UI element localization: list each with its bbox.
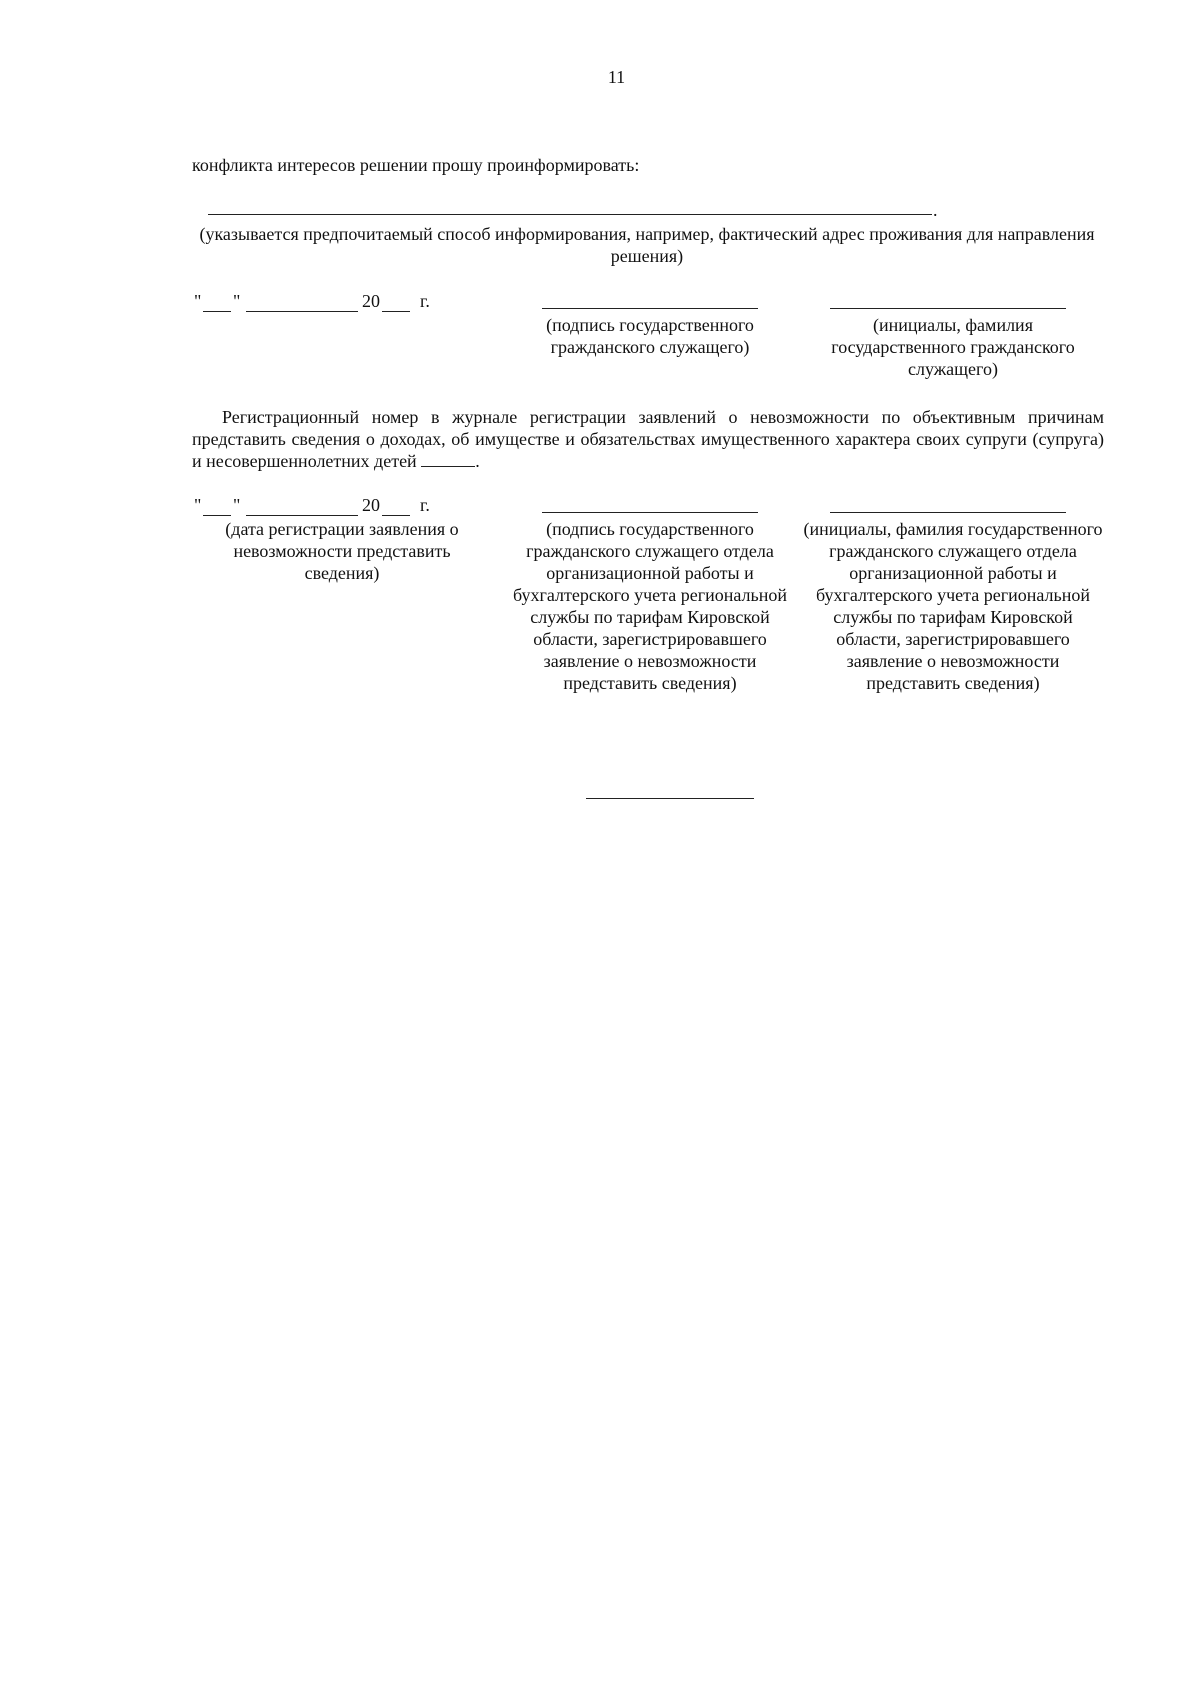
date-1-day-blank	[203, 311, 231, 312]
date-2-day-blank	[203, 515, 231, 516]
name-2-line	[830, 512, 1066, 513]
date-2-quote-close: "	[233, 495, 241, 515]
date-2-year-suffix: г.	[420, 495, 430, 515]
registration-text: Регистрационный номер в журнале регистрации заявлений о невозможности по объективным причинам представить сведения о доходах, об имуществе и обязательствах имущественного характера своих супруги (супруга) и несовершеннолетних детей	[192, 407, 1104, 471]
date-2-year-prefix: 20	[362, 495, 380, 515]
date-2-year-blank	[382, 515, 410, 516]
info-caption: (указывается предпочитаемый способ информирования, например, фактический адрес проживания для направления решения)	[199, 224, 1095, 266]
intro-line: конфликта интересов решении прошу проинформировать:	[192, 155, 640, 175]
date-2-caption: (дата регистрации заявления о невозможности представить сведения)	[225, 519, 459, 583]
date-1-year-prefix: 20	[362, 291, 380, 311]
name-1-line	[830, 308, 1066, 309]
name-1-caption: (инициалы, фамилия государственного гражданского служащего)	[831, 315, 1075, 379]
date-1-quote-close: "	[233, 291, 241, 311]
name-2-caption: (инициалы, фамилия государственного гражданского служащего отдела организационной работы и бухгалтерского учета региональной службы по тарифам Кировской области, зарегистрировавшего заявление о невозможности представить сведения)	[803, 519, 1103, 693]
registration-end: .	[475, 451, 480, 471]
registration-paragraph	[192, 406, 1104, 472]
closing-separator	[586, 798, 754, 799]
date-2-month-blank	[246, 515, 358, 516]
date-1-quote-open: "	[194, 291, 202, 311]
date-1-month-blank	[246, 311, 358, 312]
date-1-year-blank	[382, 311, 410, 312]
signature-2-caption: (подпись государственного гражданского служащего отдела организационной работы и бухгалтерского учета региональной службы по тарифам Кировской области, зарегистрировавшего заявление о невозможности представить сведения)	[513, 519, 787, 693]
page-number: 11	[607, 67, 626, 87]
signature-1-caption: (подпись государственного гражданского служащего)	[546, 315, 754, 357]
signature-1-line	[542, 308, 758, 309]
info-line-end: .	[933, 200, 938, 220]
registration-number-blank	[421, 452, 475, 467]
info-method-blank	[208, 214, 932, 215]
date-2-quote-open: "	[194, 495, 202, 515]
signature-2-line	[542, 512, 758, 513]
date-1-year-suffix: г.	[420, 291, 430, 311]
